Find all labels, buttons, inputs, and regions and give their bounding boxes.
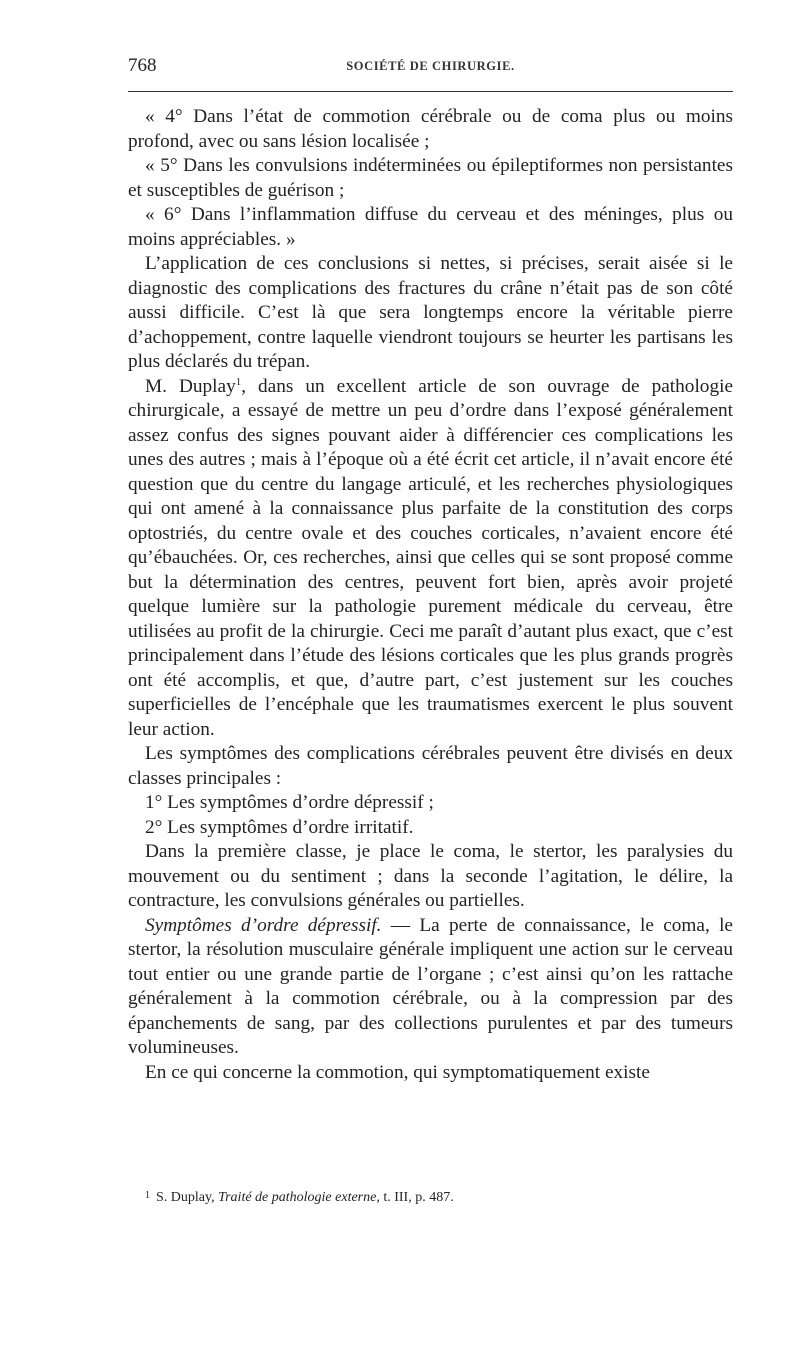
paragraph bbox=[128, 375, 733, 743]
footnote-title: Traité de pathologie externe, bbox=[218, 1190, 380, 1205]
paragraph: Les symptômes des complications cérébrales peuvent être divisés en deux classes principales : bbox=[128, 743, 733, 789]
paragraph: « 5° Dans les convulsions indéterminées ou épileptiformes non persistantes et susceptibles de guérison ; bbox=[128, 155, 733, 201]
header-rule bbox=[128, 91, 733, 92]
paragraph-text: — La perte de connaissance, le coma, le stertor, la résolution musculaire générale impliquent une action sur le cerveau tout entier ou une grande partie de l’organe ; c’est ainsi qu’on les rattache généralement à la commotion cérébrale, ou à la compression par des épanchements de sang, par des collections purulentes et par des tumeurs volumineuses. bbox=[128, 914, 733, 1058]
list-item: 1° Les symptômes d’ordre dépressif ; bbox=[145, 792, 434, 813]
page-number: 768 bbox=[128, 55, 157, 76]
footnote-author: S. Duplay, bbox=[156, 1190, 215, 1205]
footnote bbox=[145, 1187, 733, 1207]
paragraph: « 4° Dans l’état de commotion cérébrale ou de coma plus ou moins profond, avec ou sans lésion localisée ; bbox=[128, 106, 733, 152]
paragraph bbox=[128, 914, 733, 1061]
running-head bbox=[128, 55, 733, 77]
paragraph: L’application de ces conclusions si nettes, si précises, serait aisée si le diagnostic des complications des fractures du crâne n’était pas de son côté aussi difficile. C’est là que sera longtemps encore la véritable pierre d’achoppement, contre laquelle viendront toujours se heurter les partisans les plus déclarés du trépan. bbox=[128, 253, 733, 372]
footnote-mark: 1 bbox=[145, 1190, 150, 1201]
paragraph-text: M. Duplay bbox=[145, 375, 236, 397]
section-heading: Symptômes d’ordre dépressif. bbox=[145, 914, 382, 936]
paragraph: Dans la première classe, je place le coma, le stertor, les paralysies du mouvement ou du sentiment ; dans la seconde l’agitation, le délire, la contracture, les convulsions générales ou partielles. bbox=[128, 841, 733, 911]
paragraph: « 6° Dans l’inflammation diffuse du cerveau et des méninges, plus ou moins appréciables. » bbox=[128, 204, 733, 250]
paragraph: En ce qui concerne la commotion, qui symptomatiquement existe bbox=[145, 1061, 650, 1083]
footnote-reference[interactable]: 1 bbox=[235, 375, 242, 388]
body-text bbox=[128, 105, 733, 1085]
running-title: SOCIÉTÉ DE CHIRURGIE. bbox=[346, 59, 515, 73]
paragraph-text: , dans un excellent article de son ouvrage de pathologie chirurgicale, a essayé de mettre un peu d’ordre dans l’exposé généralement assez confus des signes pouvant aider à différencier ces complications les unes des autres ; mais à l’époque où a été écrit cet article, il n’avait encore été question que du centre du langage articulé, et les recherches physiologiques qui ont amené à la connaissance plus parfaite de la constitution des corps optostriés, du centre ovale et des couches corticales, n’avaient encore été qu’ébauchées. Or, ces recherches, ainsi que celles qui se sont proposé comme but la détermination des centres, peuvent fort bien, après avoir projeté quelque lumière sur la pathologie purement médicale du cerveau, être utilisées au profit de la chirurgie. Ceci me paraît d’autant plus exact, que c’est principalement dans l’étude des lésions corticales que les plus grands progrès ont été accomplis, et que, d’autre part, c’est justement sur les couches superficielles de l’encéphale que les traumatismes exercent le plus souvent leur action. bbox=[128, 375, 733, 740]
list-item: 2° Les symptômes d’ordre irritatif. bbox=[145, 816, 414, 838]
footnote-locator: t. III, p. 487. bbox=[383, 1190, 454, 1205]
